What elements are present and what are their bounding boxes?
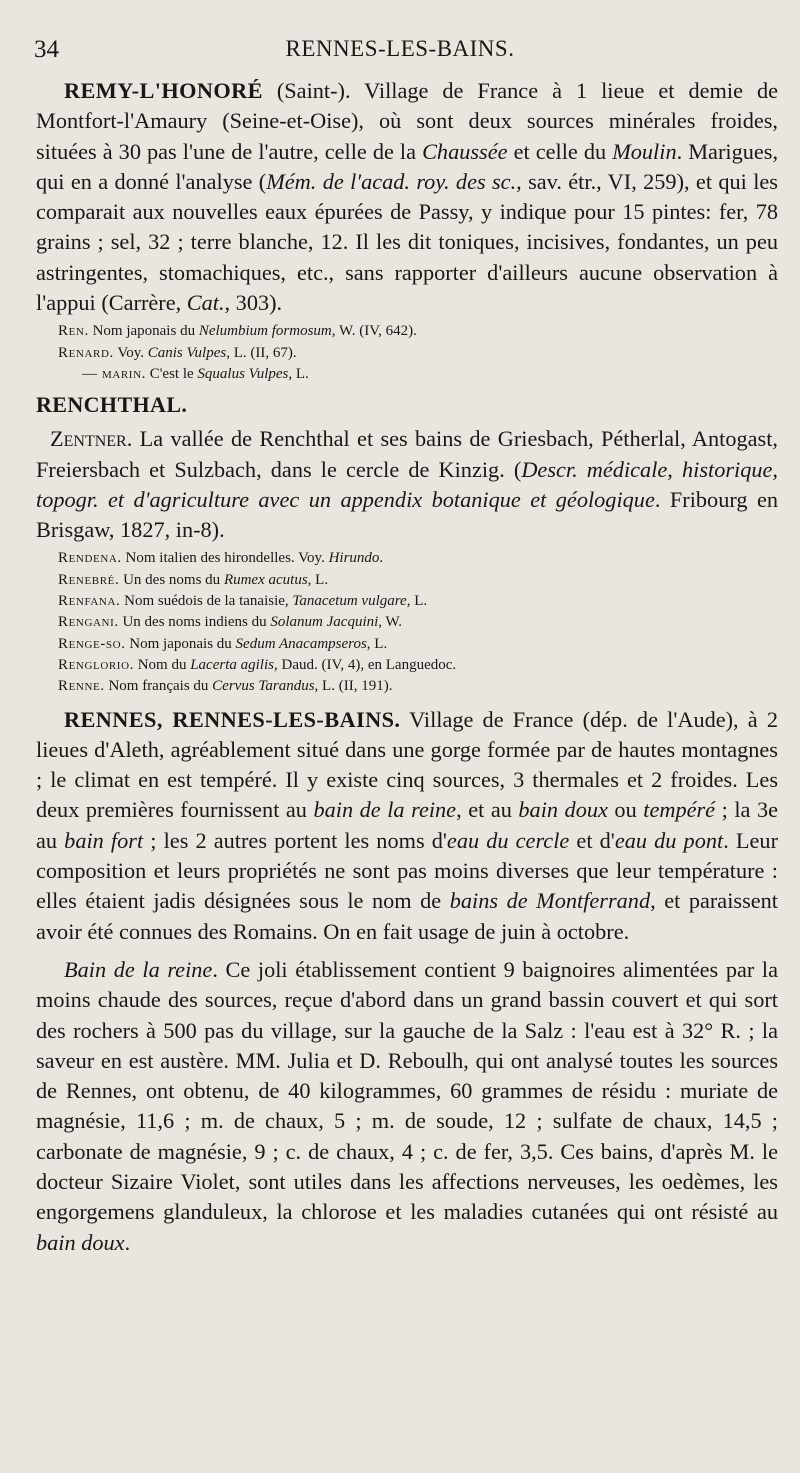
- entry-rennes-paragraph: RENNES, RENNES-LES-BAINS. Village de France (dép. de l'Aude), à 2 lieues d'Aleth, agréablement situé dans une gorge formée par de hautes montagnes ; le climat en est tempéré. Il y existe cinq sources, 3 thermales et 2 froides. Les deux premières fournissent au bain de la reine, et au bain doux ou tempéré ; la 3e au bain fort ; les 2 autres portent les noms d'eau du cercle et d'eau du pont. Leur composition et leurs propriétés ne sont pas moins diverses que leur température : elles étaient jadis désignées sous le nom de bains de Montferrand, et paraissent avoir été connues des Romains. On en fait usage de juin à octobre.: [36, 706, 778, 944]
- entry-remy-paragraph: REMY-L'HONORÉ (Saint-). Village de France à 1 lieue et demie de Montfort-l'Amaury (Seine-et-Oise), où sont deux sources minérales froides, situées à 30 pas l'une de l'autre, celle de la Chaussée et celle du Moulin. Marigues, qui en a donné l'analyse (Mém. de l'acad. roy. des sc., sav. étr., VI, 259), et qui les comparait aux nouvelles eaux épurées de Passy, y indique pour 15 pintes: fer, 78 grains ; sel, 32 ; terre blanche, 12. Il les dit toniques, incisives, fondantes, un peu astringentes, stomachiques, etc., sans rapporter d'ailleurs aucune observation à l'appui (Carrère, Cat., 303).: [36, 78, 779, 316]
- short-headword: Renge-so.: [58, 635, 126, 652]
- entry-rennes: [36, 705, 778, 1258]
- headword: RENNES, RENNES-LES-BAINS.: [64, 706, 401, 732]
- short-entry: Renge-so. Nom japonais du Sedum Anacampseros, L.: [58, 635, 388, 652]
- entry-remy: [36, 76, 778, 318]
- short-entry: Renne. Nom français du Cervus Tarandus, L. (II, 191).: [58, 678, 393, 695]
- short-entry: Renard. Voy. Canis Vulpes, L. (II, 67).: [58, 344, 297, 361]
- short-entries-1: [58, 322, 778, 384]
- short-entry: Rendena. Nom italien des hirondelles. Voy. Hirundo.: [58, 550, 384, 567]
- short-headword: Ren.: [58, 323, 89, 340]
- short-headword: Renfana.: [58, 593, 121, 610]
- entry-renchthal: [36, 390, 778, 545]
- short-headword: Rengani.: [58, 614, 119, 631]
- short-entry: Rengani. Un des noms indiens du Solanum Jacquini, W.: [58, 614, 403, 631]
- short-headword: Rendena.: [58, 550, 122, 567]
- short-entry: Renglorio. Nom du Lacerta agilis, Daud. (IV, 4), en Languedoc.: [58, 656, 457, 673]
- author-name: Zentner: [50, 426, 127, 452]
- short-headword: Renard.: [58, 344, 114, 361]
- short-headword: Renne.: [58, 678, 105, 695]
- headword: REMY-L'HONORÉ: [64, 78, 263, 103]
- short-entries-2: [58, 549, 778, 696]
- short-entry: Renfana. Nom suédois de la tanaisie, Tanacetum vulgare, L.: [58, 593, 428, 610]
- page-header: [0, 36, 800, 70]
- text-column: [36, 76, 778, 1258]
- short-entry: Ren. Nom japonais du Nelumbium formosum, W. (IV, 642).: [58, 323, 417, 340]
- bibliography-note: Zentner. La vallée de Renchthal et ses bains de Griesbach, Pétherlal, Antogast, Freiersbach et Sulzbach, dans le cercle de Kinzig. (Descr. médicale, historique, topogr. et d'agriculture avec un appendix botanique et géologique. Fribourg en Brisgaw, 1827, in-8).: [36, 426, 779, 543]
- subheading: Bain de la reine: [64, 956, 213, 982]
- bain-reine-paragraph: Bain de la reine. Ce joli établissement contient 9 baignoires alimentées par la moins chaude des sources, reçue d'abord dans un grand bassin couvert et qui sort des rochers à 500 pas du village, sur la gauche de la Salz : l'eau est à 32° R. ; la saveur en est austère. MM. Julia et D. Reboulh, qui ont analysé toutes les sources de Rennes, ont obtenu, de 40 kilogrammes, 60 grammes de résidu : muriate de magnésie, 11,6 ; m. de chaux, 5 ; m. de soude, 12 ; sulfate de chaux, 14,5 ; carbonate de magnésie, 9 ; c. de chaux, 4 ; c. de fer, 3,5. Ces bains, d'après M. le docteur Sizaire Violet, sont utiles dans les affections nerveuses, les oedèmes, les engorgemens glanduleux, la chlorose et les maladies cutanées qui ont résisté au bain doux.: [36, 956, 778, 1255]
- short-headword: Renebré.: [58, 571, 120, 588]
- short-entry: Renebré. Un des noms du Rumex acutus, L.: [58, 571, 329, 588]
- short-entry: — marin. C'est le Squalus Vulpes, L.: [82, 365, 309, 382]
- page-number: 34: [34, 36, 59, 63]
- section-heading: RENCHTHAL.: [36, 392, 188, 418]
- short-headword: — marin.: [82, 365, 146, 382]
- short-headword: Renglorio.: [58, 656, 134, 673]
- running-title: RENNES-LES-BAINS.: [285, 36, 515, 61]
